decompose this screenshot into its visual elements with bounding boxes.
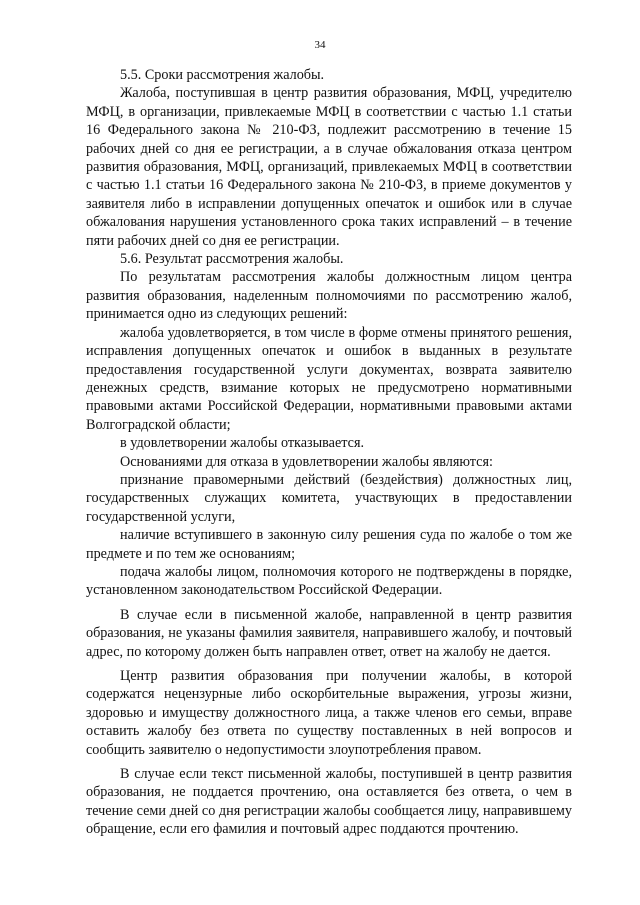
paragraph-ground-court-decision: наличие вступившего в законную силу решения суда по жалобе о том же предмете и по тем же основаниям; xyxy=(86,527,572,562)
section-heading-5-6: 5.6. Результат рассмотрения жалобы. xyxy=(120,251,344,268)
paragraph-offensive-content: Центр развития образования при получении жалобы, в которой содержатся нецензурные либо оскорбительные выражения, угрозы жизни, здоровью и имуществу должностного лица, а также членов его семьи, вправе оставить жалобу без ответа по существу поставленных в ней вопросов и сообщить заявителю о недопустимости злоупотребления правом. xyxy=(86,668,572,758)
paragraph-refusal-grounds: Основаниями для отказа в удовлетворении жалобы являются: xyxy=(120,453,493,470)
paragraph-complaint-terms: Жалоба, поступившая в центр развития образования, МФЦ, учредителю МФЦ, в организации, привлекаемые МФЦ в соответствии с частью 1.1 статьи 16 Федерального закона № 210-ФЗ, подлежит рассмотрению в течение 15 рабочих дней со дня ее регистрации, а в случае обжалования отказа центром развития образования, МФЦ, организаций, привлекаемых МФЦ в соответствии с частью 1.1 статьи 16 Федерального закона № 210-ФЗ, в приеме документов у заявителя либо в исправлении допущенных опечаток и ошибок или в случае обжалования нарушения установленного срока таких исправлений – в течение пяти рабочих дней со дня ее регистрации. xyxy=(86,85,572,249)
paragraph-unreadable-text: В случае если текст письменной жалобы, поступившей в центр развития образования, не поддается прочтению, она оставляется без ответа, о чем в течение семи дней со дня регистрации жалобы сообщается лицу, направившему обращение, если его фамилия и почтовый адрес поддаются прочтению. xyxy=(86,766,572,838)
paragraph-ground-unconfirmed-authority: подача жалобы лицом, полномочия которого не подтверждены в порядке, установленном законодательством Российской Федерации. xyxy=(86,563,572,599)
paragraph-complaint-satisfied: жалоба удовлетворяется, в том числе в форме отмены принятого решения, исправления допущенных опечаток и ошибок в выданных в результате предоставления государственной услуги документах, возврата заявителю денежных средств, взимание которых не предусмотрено нормативными правовыми актами Российской Федерации, нормативными правовыми актами Волгоградской области; xyxy=(86,324,572,433)
paragraph-review-decisions: По результатам рассмотрения жалобы должностным лицом центра развития образования, наделенным полномочиями по рассмотрению жалоб, принимается одно из следующих решений: xyxy=(86,269,572,323)
document-body xyxy=(86,66,572,839)
page-number: 34 xyxy=(314,39,326,51)
paragraph-complaint-refused: в удовлетворении жалобы отказывается. xyxy=(120,435,365,452)
section-heading-5-5: 5.5. Сроки рассмотрения жалобы. xyxy=(120,67,325,83)
paragraph-no-name-address: В случае если в письменной жалобе, направленной в центр развития образования, не указаны фамилия заявителя, направившего жалобу, и почтовый адрес, по которому должен быть направлен ответ, ответ на жалобу не дается. xyxy=(86,606,572,660)
paragraph-ground-lawful-actions: признание правомерными действий (бездействия) должностных лиц, государственных служащих комитета, участвующих в предоставлении государственной услуги, xyxy=(86,471,572,525)
